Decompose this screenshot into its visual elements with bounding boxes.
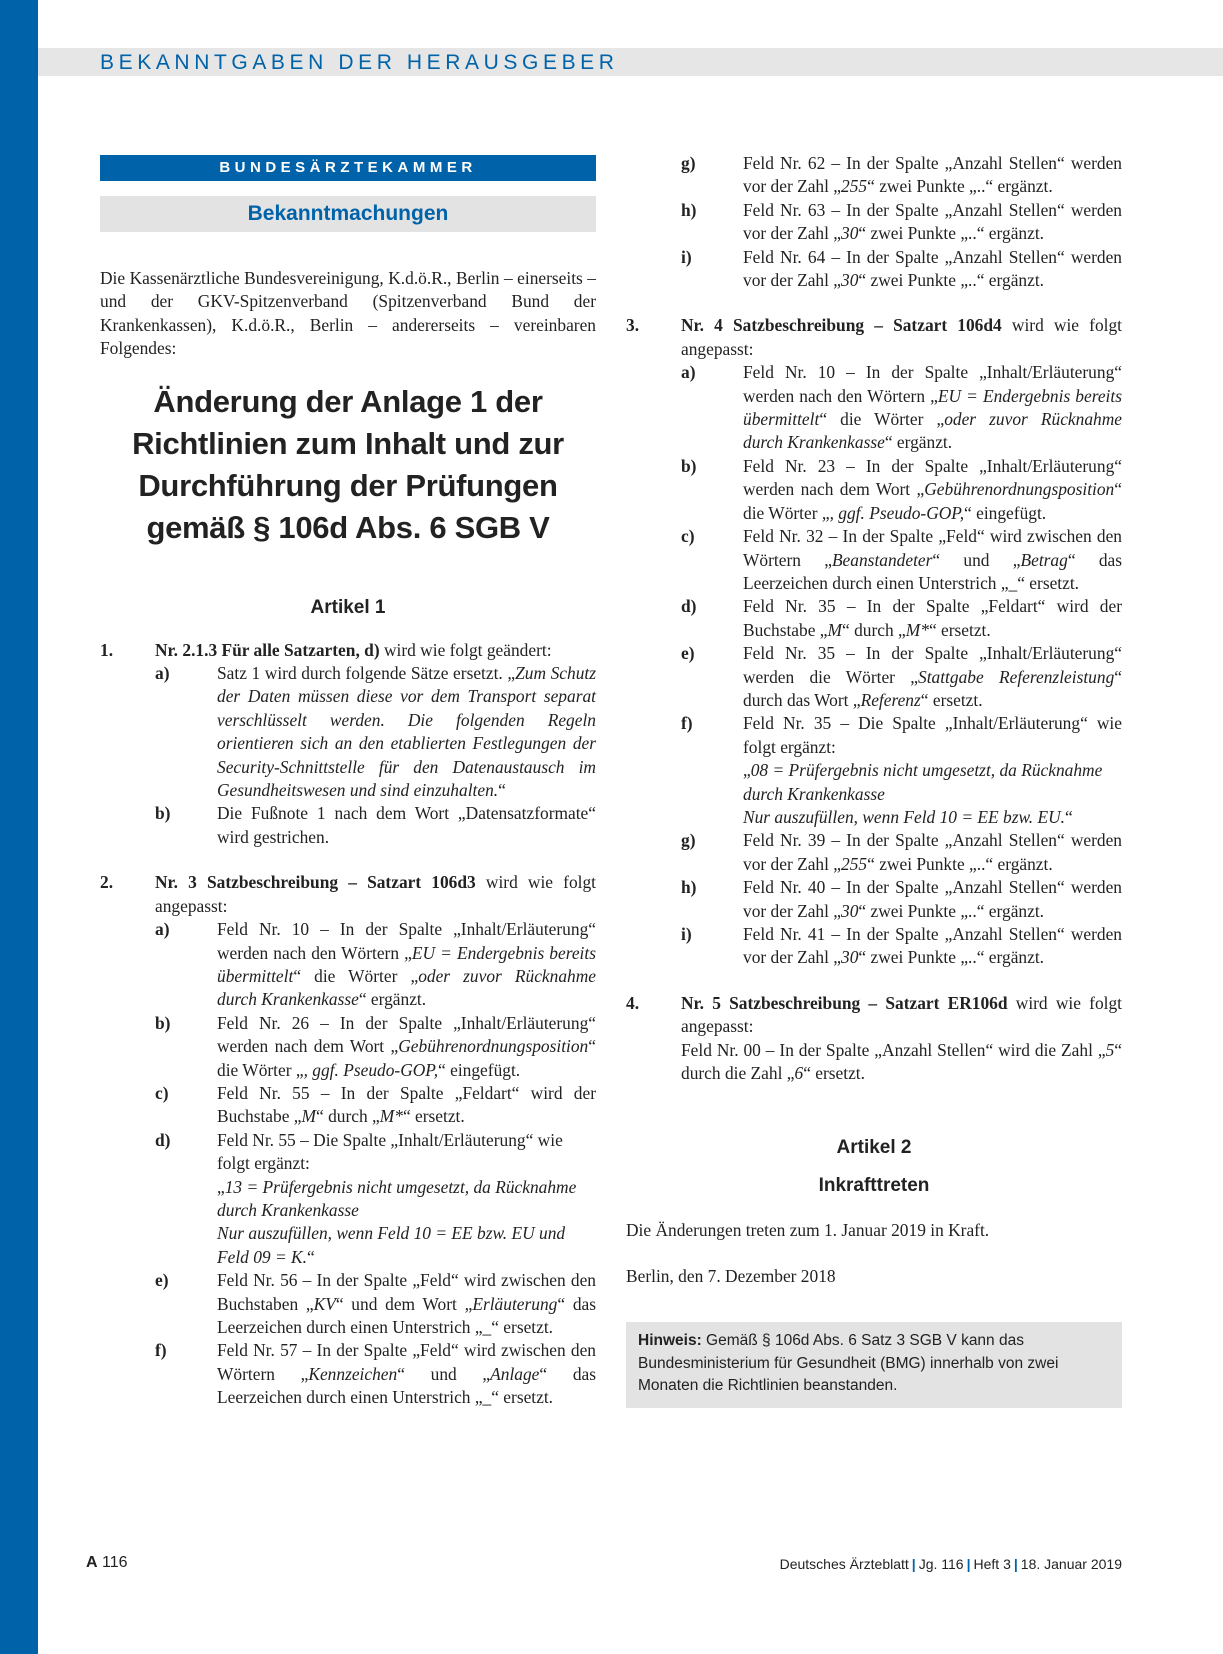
sub-letter: a) [155,919,170,940]
quoted-text: Nur auszufüllen, wenn Feld 10 = EE bzw. EU und Feld 09 = K. [217,1223,566,1267]
sub-text: “ das Leerzeichen durch einen Unterstrich „_“ ersetzt. [743,549,1122,593]
sub-letter: i) [681,924,692,944]
artikel-1-heading: Artikel 1 [310,596,386,618]
sub-item-2f [155,1339,596,1409]
item-number: 3. [626,315,640,336]
quoted-text: 5 [1105,1039,1115,1060]
sub-text: Satz 1 wird durch folgende Sätze ersetzt. „ [217,663,516,684]
sub-letter: b) [681,455,697,476]
sub-text: Feld Nr. 26 – In der Spalte „Inhalt/Erläuterung“ werden nach dem Wort „ [217,1012,596,1057]
sub-text: “ die Wörter „ [217,1036,596,1080]
sub-letter: b) [155,803,171,824]
quoted-text: M [301,1106,317,1127]
sub-text: Feld Nr. 41 – In der Spalte „Anzahl Stellen“ werden vor der Zahl „ [743,924,1122,968]
sub-text: Feld Nr. 10 – In der Spalte „Inhalt/Erläuterung“ werden nach den Wörtern „ [217,919,596,963]
item-heading: Nr. 3 Satzbeschreibung – Satzart 106d3 [155,872,476,893]
item-text: wird wie folgt angepasst: [155,872,596,916]
sub-text: “ eingefügt. [438,1059,521,1080]
quoted-text: Gebührenordnungsposition [398,1036,589,1057]
sub-text: “ zwei Punkte „..“ ergänzt. [858,223,1045,244]
artikel-2-heading: Artikel 2 [836,1137,912,1159]
hinweis-text: Gemäß § 106d Abs. 6 Satz 3 SGB V kann das Bundesministerium für Gesundheit (BMG) innerhalb von zwei Monaten die Richtlinien beanstanden. [638,1332,1059,1395]
item-2 [100,871,596,1409]
sub-text: “ durch „ [842,619,906,640]
item-text: Feld Nr. 00 – In der Spalte „Anzahl Stellen“ wird die Zahl „ [681,1039,1106,1060]
sub-text: “ und dem Wort „ [335,1293,473,1314]
sub-item-2e [155,1269,596,1339]
sub-letter: a) [155,663,170,684]
quoted-text: M [827,619,843,640]
quote-open: „ [743,760,751,781]
quote-close: “ [1065,806,1073,827]
right-column [626,152,1122,1408]
sub-letter: b) [155,1012,171,1033]
sub-text: “ zwei Punkte „..“ ergänzt. [867,853,1053,874]
separator: | [911,1556,916,1572]
sub-text: “ durch das Wort „ [743,666,1122,710]
item-4 [626,992,1122,1086]
sub-text: “ ersetzt. [920,689,983,710]
subtitle-banner: Bekanntmachungen [100,196,596,232]
sub-text: “ ersetzt. [928,619,991,640]
sub-text: Feld Nr. 10 – In der Spalte „Inhalt/Erläuterung“ werden nach den Wörtern „ [743,362,1122,406]
item-1 [100,639,596,850]
item-number: 4. [626,992,640,1013]
journal-issue: Heft 3 [973,1556,1011,1572]
page-number-value: 116 [102,1554,128,1571]
quoted-text: Beanstandeter [831,549,933,570]
artikel-2-subheading: Inkrafttreten [818,1175,930,1197]
quoted-text: 08 = Prüfergebnis nicht umgesetzt, da Rücknahme durch Krankenkasse [743,760,1103,804]
sub-item-2c [155,1082,596,1129]
quoted-text: 30 [841,223,859,244]
quoted-text: Stattgabe Referenzleistung [918,666,1115,687]
journal-date: 18. Januar 2019 [1020,1556,1122,1572]
sub-letter: f) [681,713,693,734]
quoted-block [217,1222,596,1269]
item-number: 1. [100,639,114,660]
sub-item-3f [681,712,1122,829]
sub-item-2a [155,918,596,1012]
sub-text: Feld Nr. 57 – In der Spalte „Feld“ wird zwischen den Wörtern „ [217,1340,596,1384]
sub-text: Feld Nr. 56 – In der Spalte „Feld“ wird zwischen den Buchstaben „ [217,1270,596,1314]
item-text: wird wie folgt angepasst: [681,315,1122,359]
sub-text: “ die Wörter „ [293,965,419,986]
sub-text: Feld Nr. 35 – Die Spalte „Inhalt/Erläuterung“ wie folgt ergänzt: [743,713,1122,757]
sub-text: “ durch „ [316,1106,380,1127]
sub-text: “ und „ [397,1363,491,1384]
sub-text: “ ergänzt. [358,989,427,1010]
sub-text: Feld Nr. 55 – In der Spalte „Feldart“ wird der Buchstabe „ [217,1082,596,1127]
organization-banner: BUNDESÄRZTEKAMMER [100,155,596,181]
quoted-text: 30 [841,270,859,291]
sub-item-1a [155,662,596,802]
quoted-text: Kennzeichen [308,1363,398,1384]
sub-letter: f) [155,1340,167,1361]
item-2-continued [626,152,1122,292]
quoted-text: Erläuterung [472,1293,558,1314]
section-title: BEKANNTGABEN DER HERAUSGEBER [100,51,619,74]
sub-letter: h) [681,199,697,220]
quoted-text: M* [379,1106,403,1127]
sub-item-3i [681,923,1122,970]
artikel-2-text: Die Änderungen treten zum 1. Januar 2019 in Kraft. [626,1220,990,1241]
sub-letter: a) [681,362,696,383]
main-title: Änderung der Anlage 1 der Richtlinien zum Inhalt und zur Durchführung der Prüfungen gemäß § 106d Abs. 6 SGB V [132,383,564,545]
hinweis-label: Hinweis: [638,1332,702,1350]
quote-close: “ [307,1246,315,1267]
sub-item-2h [681,199,1122,246]
left-column [100,267,596,1410]
sub-letter: d) [155,1129,171,1150]
sub-item-3e [681,642,1122,712]
sub-item-2i [681,246,1122,293]
separator: | [1013,1556,1018,1572]
sub-item-3b [681,455,1122,525]
sub-text: Feld Nr. 64 – In der Spalte „Anzahl Stellen“ werden vor der Zahl „ [743,246,1122,291]
sub-item-3h [681,876,1122,923]
sub-item-2d [155,1129,596,1269]
sub-text: “ zwei Punkte „..“ ergänzt. [858,270,1045,291]
quoted-block [743,759,1122,806]
sub-text: Feld Nr. 23 – In der Spalte „Inhalt/Erläuterung“ werden nach dem Wort „ [743,455,1122,500]
sub-text: “ die Wörter „ [819,409,945,430]
quoted-text: 13 = Prüfergebnis nicht umgesetzt, da Rücknahme durch Krankenkasse [217,1176,577,1220]
intro-paragraph: Die Kassenärztliche Bundesvereinigung, K.d.ö.R., Berlin – einerseits – und der GKV-Spitzenverband (Spitzenverband Bund der Krankenkassen), K.d.ö.R., Berlin – andererseits – vereinbaren Folgendes: [100,268,596,359]
item-text: wird wie folgt angepasst: [681,992,1122,1037]
quoted-text: Anlage [490,1363,540,1384]
item-text: “ ersetzt. [803,1063,865,1084]
quoted-text: oder zuvor Rücknahme durch Krankenkasse [743,409,1122,453]
page-number [86,1554,128,1572]
quoted-text: Betrag [1020,549,1068,570]
sub-letter: i) [681,246,692,267]
sub-item-3c [681,525,1122,595]
sub-text: Die Fußnote 1 nach dem Wort „Datensatzformate“ wird gestrichen. [217,803,596,847]
sub-text: “ ersetzt. [402,1106,465,1127]
sub-text: Feld Nr. 39 – In der Spalte „Anzahl Stellen“ werden vor der Zahl „ [743,830,1122,874]
item-text: “ durch die Zahl „ [681,1039,1122,1084]
sub-item-3a [681,361,1122,455]
quoted-text: , ggf. Pseudo-GOP, [303,1059,439,1080]
place-date: Berlin, den 7. Dezember 2018 [626,1265,836,1286]
sub-letter: d) [681,596,697,617]
quoted-text: 255 [841,176,868,197]
quoted-block [743,806,1122,829]
quoted-text: 255 [841,853,868,874]
sub-text: “ die Wörter „ [743,479,1122,523]
sub-text: “ ergänzt. [884,432,953,453]
sub-text: Feld Nr. 63 – In der Spalte „Anzahl Stellen“ werden vor der Zahl „ [743,199,1122,244]
item-3 [626,314,1122,969]
journal-volume: Jg. 116 [918,1556,964,1572]
quoted-block [217,1176,596,1223]
quoted-text: EU = Endergebnis bereits übermittelt [743,385,1122,430]
quoted-text: 30 [841,900,859,921]
quoted-text: 30 [841,947,859,968]
quoted-text: Zum Schutz der Daten müssen diese vor dem Transport separat verschlüsselt werden. Die folgenden Regeln orientieren sich an den etablierten Festlegungen der Security-Schnittstelle für den Datenaustausch im Gesundheitswesen und sind einzuhalten. [217,663,596,801]
quoted-text: KV [313,1293,336,1314]
left-accent-bar [0,0,38,1654]
quoted-text: Nur auszufüllen, wenn Feld 10 = EE bzw. EU. [743,806,1066,827]
sub-item-3g [681,829,1122,876]
journal-footer [780,1556,1122,1572]
journal-name: Deutsches Ärzteblatt [779,1556,909,1572]
sub-text: “ zwei Punkte „..“ ergänzt. [858,947,1045,968]
sub-text: Feld Nr. 62 – In der Spalte „Anzahl Stellen“ werden vor der Zahl „ [743,153,1122,197]
sub-letter: g) [681,153,696,173]
sub-text: “ zwei Punkte „..“ ergänzt. [867,176,1053,197]
page-prefix: A [86,1554,98,1571]
item-heading: Nr. 5 Satzbeschreibung – Satzart ER106d [681,992,1008,1013]
item-number: 2. [100,872,114,893]
item-text: wird wie folgt geändert: [379,639,552,660]
quoted-text: oder zuvor Rücknahme durch Krankenkasse [217,965,596,1010]
sub-item-3d [681,595,1122,642]
sub-text: Feld Nr. 40 – In der Spalte „Anzahl Stellen“ werden vor der Zahl „ [743,877,1122,921]
quoted-text: Referenz [860,689,921,710]
sub-text-end: “ [498,780,506,801]
sub-text: “ das Leerzeichen durch einen Unterstrich „_“ ersetzt. [217,1363,596,1408]
sub-letter: h) [681,877,697,898]
sub-text: Feld Nr. 35 – In der Spalte „Inhalt/Erläuterung“ werden die Wörter „ [743,643,1122,687]
sub-letter: c) [681,526,695,547]
quoted-text: 6 [794,1063,804,1084]
quoted-text: EU = Endergebnis bereits übermittelt [217,942,596,986]
sub-text: Feld Nr. 32 – In der Spalte „Feld“ wird zwischen den Wörtern „ [743,526,1122,570]
sub-item-2g [681,152,1122,199]
sub-item-1b [155,802,596,849]
sub-text: “ und „ [932,549,1021,570]
sub-text: Feld Nr. 55 – Die Spalte „Inhalt/Erläuterung“ wie folgt ergänzt: [217,1129,563,1174]
sub-letter: e) [681,643,695,664]
item-heading: Nr. 4 Satzbeschreibung – Satzart 106d4 [681,315,1002,336]
item-heading: Nr. 2.1.3 Für alle Satzarten, d) [155,639,380,660]
sub-letter: e) [155,1270,169,1291]
sub-item-2b [155,1012,596,1082]
separator: | [966,1556,971,1572]
quoted-text: M* [905,619,929,640]
sub-text: “ eingefügt. [964,502,1047,523]
sub-text: “ zwei Punkte „..“ ergänzt. [858,900,1045,921]
sub-text: Feld Nr. 35 – In der Spalte „Feldart“ wird der Buchstabe „ [743,596,1122,640]
quoted-text: , ggf. Pseudo-GOP, [829,502,965,523]
quote-open: „ [217,1176,225,1197]
sub-letter: g) [681,830,696,851]
quoted-text: Gebührenordnungsposition [924,479,1115,500]
sub-letter: c) [155,1082,169,1103]
hinweis-box [626,1322,1122,1408]
sub-text: “ das Leerzeichen durch einen Unterstrich „_“ ersetzt. [217,1293,597,1337]
